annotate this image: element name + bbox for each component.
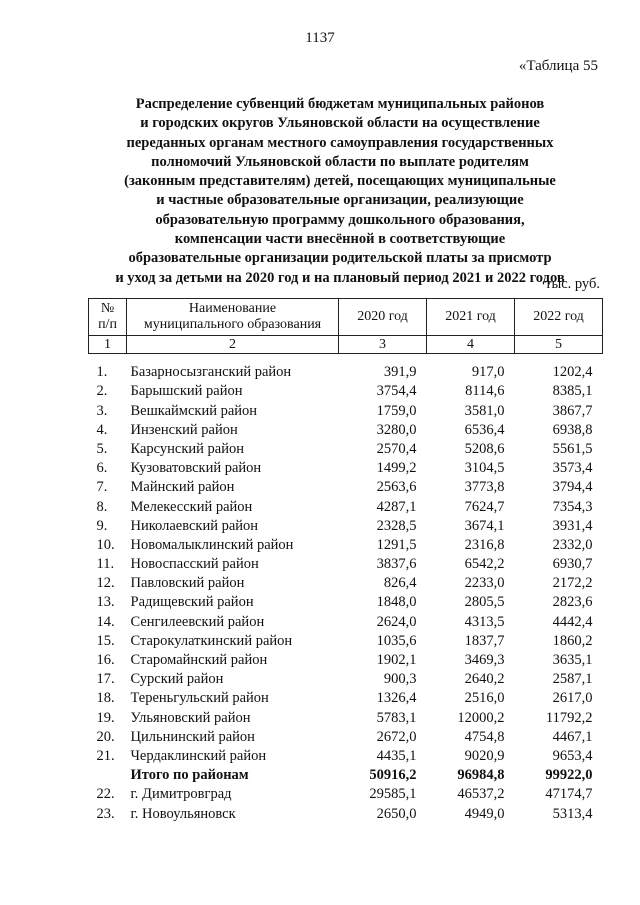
row-2022: 2823,6 — [552, 594, 593, 611]
row-2020: 1759,0 — [376, 402, 417, 419]
header-2021: 2021 год — [427, 299, 515, 336]
row-number: 8. — [96, 498, 108, 515]
row-number: 18. — [96, 690, 115, 707]
row-2020: 1035,6 — [376, 632, 417, 649]
units-label: тыс. руб. — [545, 276, 600, 292]
row-number: 12. — [96, 575, 115, 592]
row-name: Базарносызганский район — [130, 364, 292, 381]
row-2021: 12000,2 — [457, 709, 505, 726]
row-number: 2. — [96, 383, 108, 400]
table-row — [89, 784, 603, 803]
table-row — [89, 354, 603, 382]
row-2020: 2328,5 — [376, 517, 417, 534]
row-name: Цильнинский район — [130, 728, 255, 745]
row-2022: 11792,2 — [545, 709, 593, 726]
row-2020: 3754,4 — [376, 383, 417, 400]
table-row — [89, 516, 603, 535]
row-name: Барышский район — [130, 383, 243, 400]
row-number: 7. — [96, 479, 108, 496]
row-2022: 2172,2 — [552, 575, 593, 592]
column-index: 1 — [89, 336, 127, 354]
row-number: 16. — [96, 652, 115, 668]
row-name: Новомалыклинский район — [130, 536, 294, 553]
row-2020: 900,3 — [383, 671, 417, 688]
row-2020: 3280,0 — [376, 421, 417, 438]
row-2020: 2563,6 — [376, 479, 417, 496]
row-2022: 4467,1 — [552, 728, 593, 745]
row-2021: 2640,2 — [464, 671, 505, 688]
row-2021: 96984,8 — [457, 767, 505, 784]
row-2020: 29585,1 — [369, 786, 417, 803]
table-row — [89, 611, 603, 630]
row-2020: 1902,1 — [376, 652, 417, 668]
row-name: Сурский район — [130, 671, 224, 688]
document-title — [60, 95, 620, 288]
row-2022: 3794,4 — [552, 479, 593, 496]
row-2022: 3867,7 — [552, 402, 593, 419]
header-2022: 2022 год — [515, 299, 603, 336]
row-name: г. Новоульяновск — [130, 805, 236, 822]
row-2022: 5313,4 — [552, 805, 593, 822]
table-row — [89, 458, 603, 477]
row-number: 13. — [96, 594, 115, 611]
row-name: Сенгилеевский район — [130, 613, 265, 630]
table-row — [89, 400, 603, 419]
row-2020: 1848,0 — [376, 594, 417, 611]
row-number: 4. — [96, 421, 108, 438]
row-2020: 2650,0 — [376, 805, 417, 822]
table-row — [89, 746, 603, 765]
row-2020: 826,4 — [383, 575, 417, 592]
row-2021: 5208,6 — [464, 440, 505, 457]
table-row — [89, 477, 603, 496]
header-name — [127, 299, 339, 336]
row-2021: 6536,4 — [464, 421, 505, 438]
row-2021: 8114,6 — [465, 383, 505, 400]
row-2020: 1326,4 — [376, 690, 417, 707]
row-2022: 2332,0 — [552, 536, 593, 553]
row-2022: 3931,4 — [552, 517, 593, 534]
row-2021: 4949,0 — [464, 805, 505, 822]
row-2021: 2233,0 — [464, 575, 505, 592]
page-number: 1137 — [305, 30, 335, 46]
column-index: 5 — [515, 336, 603, 354]
table-row — [89, 573, 603, 592]
row-2021: 1837,7 — [464, 632, 505, 649]
row-2022: 1202,4 — [552, 364, 593, 381]
row-2020: 2570,4 — [376, 440, 417, 457]
title-line: образовательную программу дошкольного образования, — [155, 211, 525, 228]
column-index-row — [89, 336, 603, 354]
row-2021: 3674,1 — [464, 517, 505, 534]
column-index: 3 — [339, 336, 427, 354]
table-row — [89, 592, 603, 611]
row-2020: 1291,5 — [376, 536, 417, 553]
table-row — [89, 420, 603, 439]
row-number: 23. — [96, 805, 115, 822]
table-label: «Таблица 55 — [518, 58, 598, 74]
row-2022: 6930,7 — [552, 556, 593, 573]
header-number — [89, 299, 127, 336]
row-number: 14. — [96, 613, 115, 630]
table-row — [89, 439, 603, 458]
row-2022: 99922,0 — [545, 767, 593, 784]
row-2022: 2617,0 — [552, 690, 593, 707]
subsidy-table — [88, 298, 603, 823]
header-name-line2: муниципального образования — [143, 317, 322, 332]
row-2020: 2624,0 — [376, 613, 417, 630]
row-2020: 3837,6 — [376, 556, 417, 573]
row-number: 22. — [96, 786, 115, 803]
row-number: 20. — [96, 728, 115, 745]
row-2021: 4754,8 — [464, 728, 505, 745]
row-2021: 46537,2 — [457, 786, 505, 803]
header-name-line1: Наименование — [188, 301, 277, 316]
row-2021: 3104,5 — [464, 460, 505, 477]
title-line: (законным представителям) детей, посещающих муниципальные — [124, 173, 556, 190]
row-number: 9. — [96, 517, 108, 534]
row-2020: 1499,2 — [376, 460, 417, 477]
title-line: Распределение субвенций бюджетам муниципальных районов — [135, 96, 545, 112]
row-2020: 5783,1 — [376, 709, 417, 726]
row-2020: 50916,2 — [369, 767, 417, 784]
row-2022: 1860,2 — [552, 632, 593, 649]
row-name: Старомайнский район — [130, 652, 268, 668]
row-name: Старокулаткинский район — [130, 632, 293, 649]
row-2020: 2672,0 — [376, 728, 417, 745]
header-2020: 2020 год — [339, 299, 427, 336]
row-2022: 5561,5 — [552, 440, 593, 457]
row-2021: 9020,9 — [464, 747, 505, 764]
table-header-row — [89, 299, 603, 336]
row-name: Карсунский район — [130, 440, 245, 457]
row-2021: 2316,8 — [464, 536, 505, 553]
table-row — [89, 803, 603, 822]
row-name: Павловский район — [130, 575, 245, 592]
row-2021: 3581,0 — [464, 402, 505, 419]
header-number-line2: п/п — [98, 317, 117, 332]
row-name: Тереньгульский район — [130, 690, 269, 707]
row-2022: 3573,4 — [552, 460, 593, 477]
row-2022: 7354,3 — [552, 498, 593, 515]
row-2022: 3635,1 — [552, 652, 593, 668]
row-2022: 9653,4 — [552, 747, 593, 764]
row-2021: 3773,8 — [464, 479, 505, 496]
row-number: 3. — [96, 402, 108, 419]
row-name: Итого по районам — [130, 767, 249, 784]
row-name: Майнский район — [130, 479, 235, 496]
row-number: 19. — [96, 709, 115, 726]
row-name: Чердаклинский район — [130, 747, 267, 764]
table-body — [89, 354, 603, 823]
title-line: и частные образовательные организации, реализующие — [156, 192, 524, 209]
row-2021: 7624,7 — [464, 498, 505, 515]
row-2022: 6938,8 — [552, 421, 593, 438]
row-2020: 4287,1 — [376, 498, 417, 515]
row-2022: 47174,7 — [545, 786, 593, 803]
row-2021: 3469,3 — [464, 652, 505, 668]
row-2022: 4442,4 — [552, 613, 593, 630]
row-2022: 2587,1 — [552, 671, 593, 688]
row-2021: 2516,0 — [464, 690, 505, 707]
table-row — [89, 631, 603, 650]
row-2021: 917,0 — [471, 364, 505, 381]
row-number: 15. — [96, 632, 115, 649]
header-number-line1: № — [100, 301, 115, 316]
row-name: Новоспасский район — [130, 556, 259, 573]
row-2021: 6542,2 — [464, 556, 505, 573]
table-row — [89, 381, 603, 400]
row-name: Радищевский район — [130, 594, 254, 611]
row-number: 1. — [96, 364, 108, 381]
row-name: Вешкаймский район — [130, 402, 258, 419]
row-number — [89, 765, 127, 784]
table-row — [89, 727, 603, 746]
row-name: Николаевский район — [130, 517, 259, 534]
row-number: 17. — [96, 671, 115, 688]
row-name: Инзенский район — [130, 421, 238, 438]
row-number: 6. — [96, 460, 108, 477]
table-row — [89, 554, 603, 573]
title-line: полномочий Ульяновской области по выплате родителям — [151, 153, 529, 170]
row-2021: 4313,5 — [464, 613, 505, 630]
row-number: 5. — [96, 440, 108, 457]
row-number: 21. — [96, 747, 115, 764]
row-2021: 2805,5 — [464, 594, 505, 611]
row-name: г. Димитровград — [130, 786, 232, 803]
row-2022: 8385,1 — [552, 383, 593, 400]
row-name: Ульяновский район — [130, 709, 251, 726]
title-line: компенсации части внесённой в соответствующие — [174, 231, 506, 248]
table-row — [89, 707, 603, 726]
total-row — [89, 765, 603, 784]
table-row — [89, 535, 603, 554]
table-row — [89, 496, 603, 515]
title-line: переданных органам местного самоуправления государственных — [126, 134, 554, 151]
table-row — [89, 650, 603, 669]
title-line: и уход за детьми на 2020 год и на плановый период 2021 и 2022 годов — [115, 269, 565, 286]
table-row — [89, 669, 603, 688]
column-index: 4 — [427, 336, 515, 354]
row-name: Мелекесский район — [130, 498, 253, 515]
row-number: 10. — [96, 536, 115, 553]
row-number: 11. — [96, 556, 115, 573]
title-line: образовательные организации родительской платы за присмотр — [128, 250, 552, 267]
row-2020: 391,9 — [383, 364, 417, 381]
table-row — [89, 688, 603, 707]
column-index: 2 — [127, 336, 339, 354]
row-name: Кузоватовский район — [130, 460, 262, 477]
row-2020: 4435,1 — [376, 747, 417, 764]
title-line: и городских округов Ульяновской области на осуществление — [140, 115, 540, 132]
